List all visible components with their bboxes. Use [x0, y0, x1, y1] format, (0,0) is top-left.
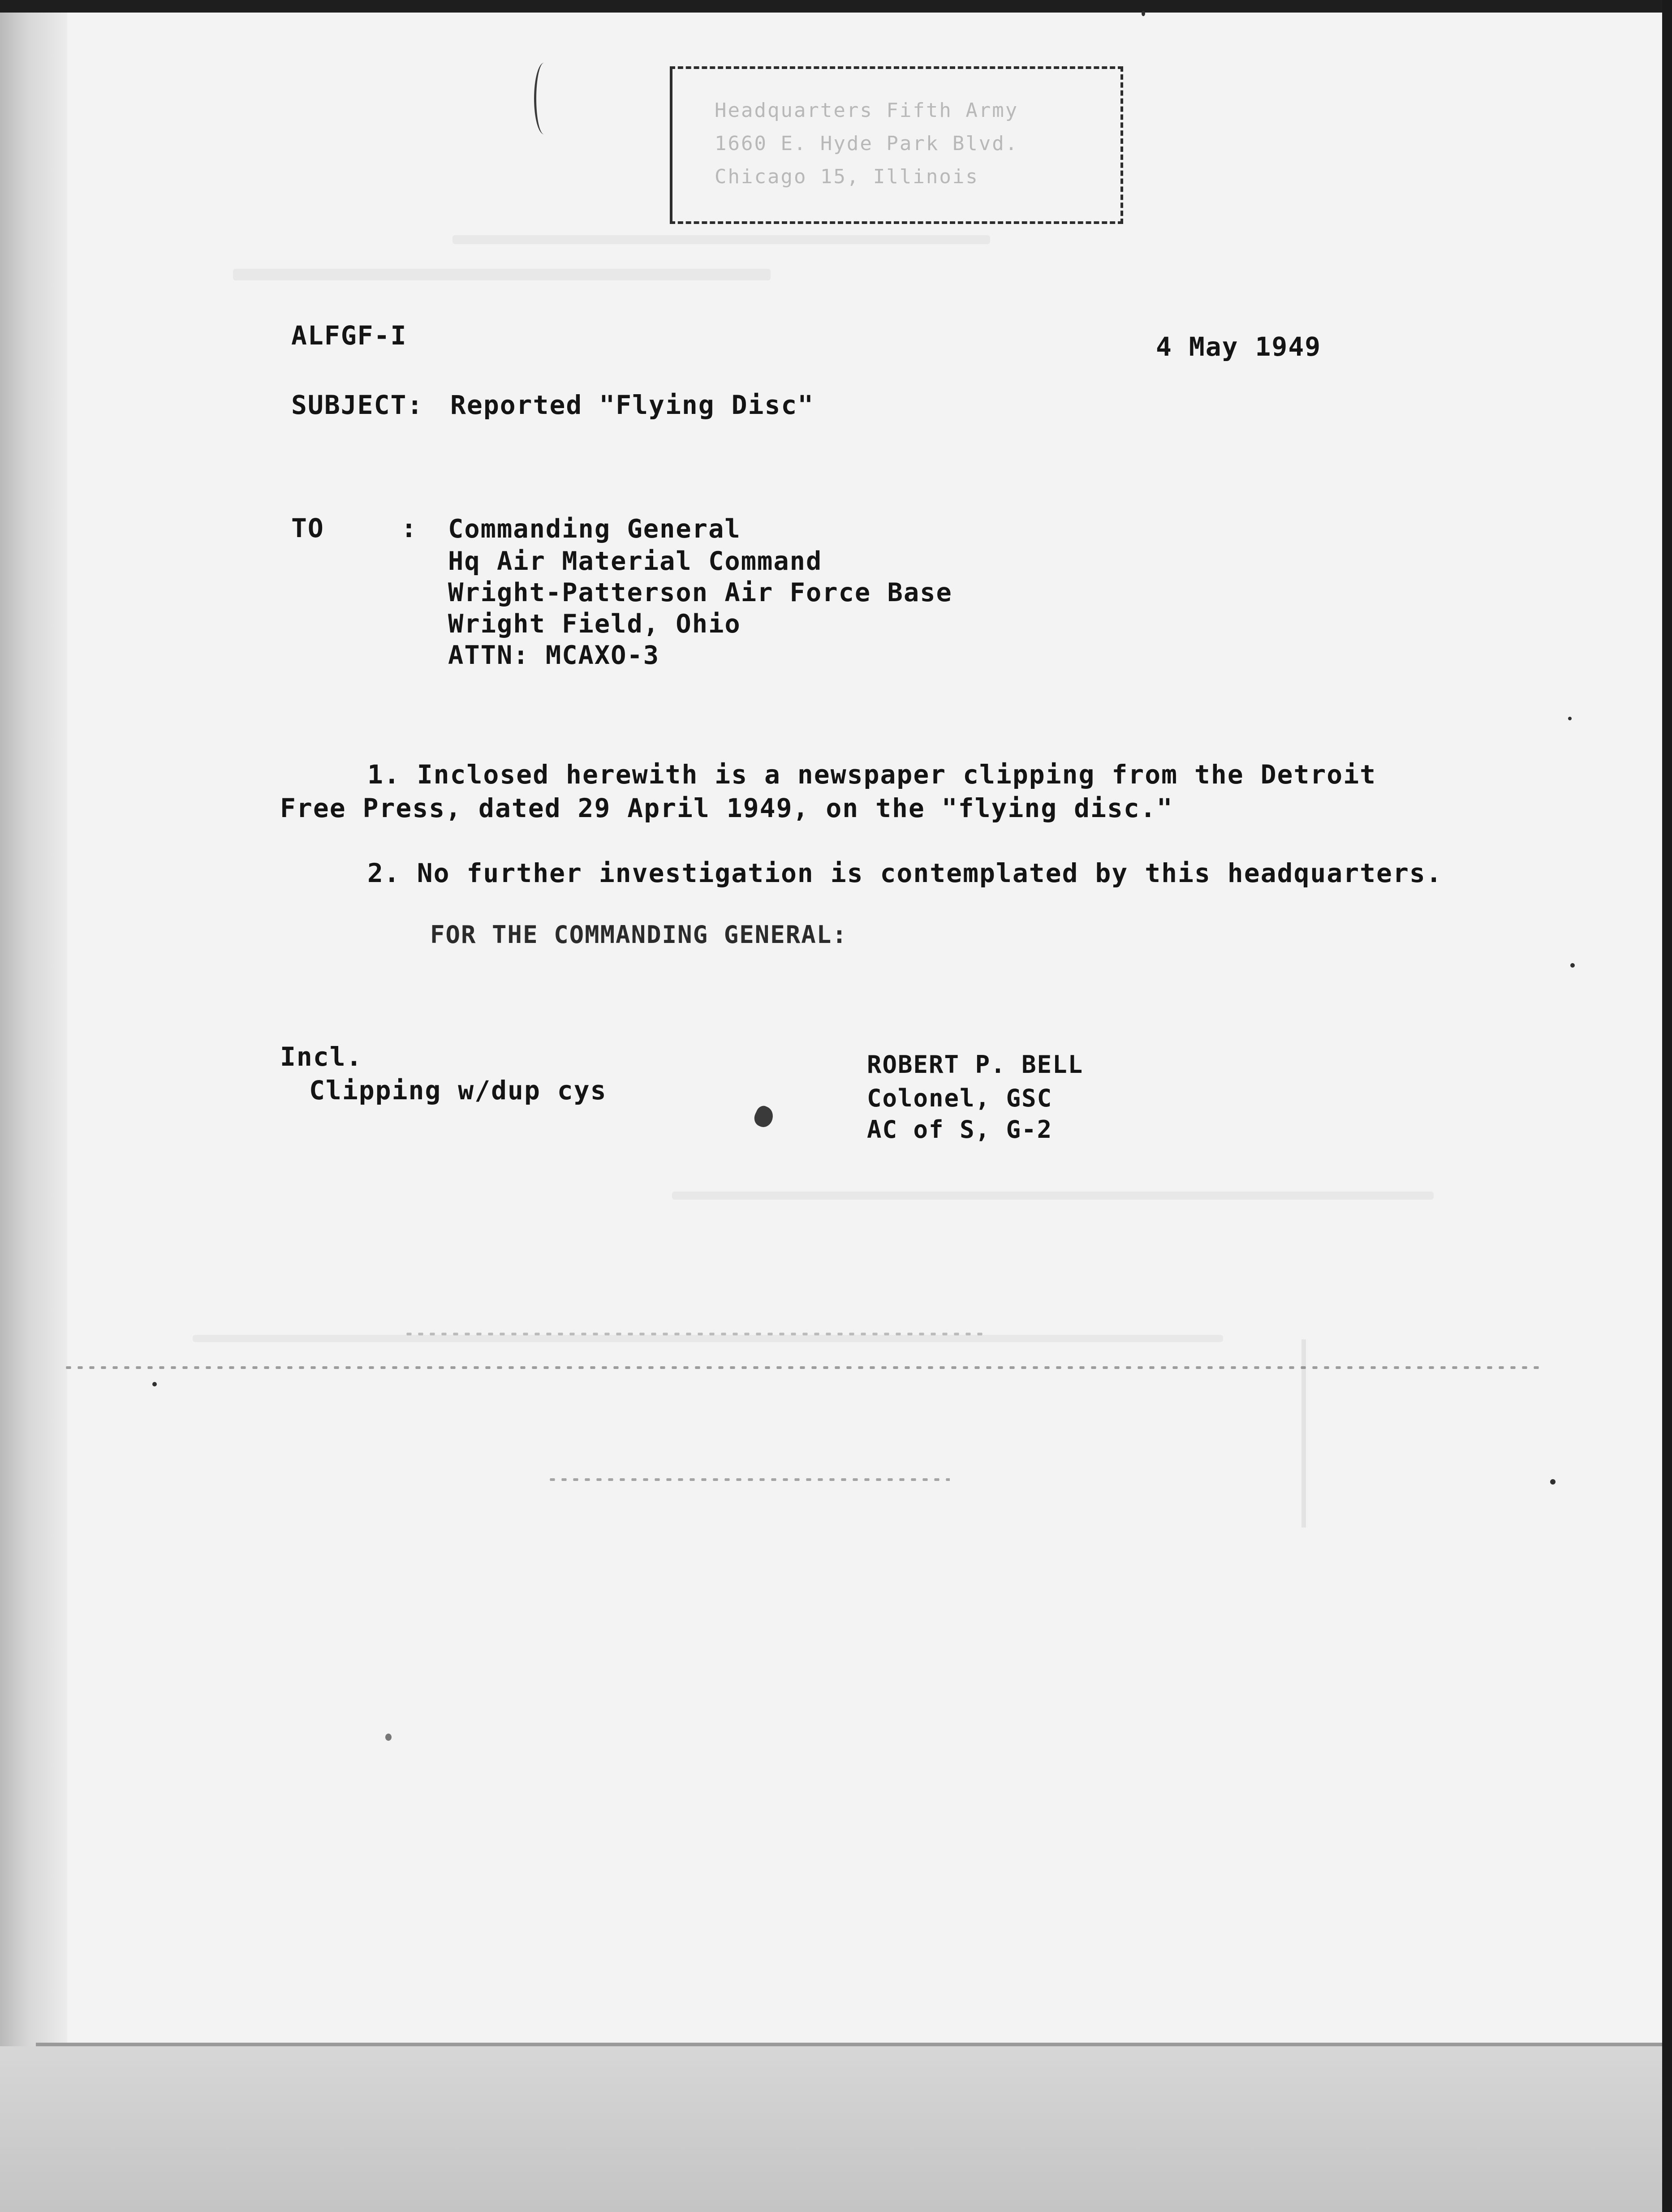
- paragraph-1-line-2: Free Press, dated 29 April 1949, on the "flying disc.": [280, 793, 1173, 823]
- headquarters-stamp: [715, 94, 1095, 194]
- stamp-line-1: Headquarters Fifth Army: [715, 99, 1019, 122]
- enclosure-label: Incl.: [280, 1041, 363, 1072]
- addressee-line: Hq Air Material Command: [448, 547, 823, 576]
- signer-rank: Colonel, GSC: [867, 1084, 1053, 1112]
- scan-speck: [1550, 1479, 1556, 1485]
- paragraph-1-line-1: 1. Inclosed herewith is a newspaper clipping from the Detroit: [367, 759, 1377, 790]
- office-symbol: ALFGF-I: [291, 320, 407, 351]
- enclosure-item: Clipping w/dup cys: [309, 1075, 607, 1106]
- signer-title: AC of S, G-2: [867, 1115, 1053, 1144]
- addressee-line: Commanding General: [448, 514, 741, 544]
- addressee-line: Wright-Patterson Air Force Base: [448, 578, 952, 607]
- subject-label: SUBJECT:: [291, 390, 424, 420]
- scan-speck: [385, 1734, 392, 1741]
- letter-date: 4 May 1949: [1156, 331, 1322, 362]
- bleed-through-mark: [193, 1335, 1223, 1342]
- paper-bottom-edge: [36, 2043, 1662, 2046]
- scan-top-border: [0, 0, 1672, 13]
- stamp-line-3: Chicago 15, Illinois: [715, 165, 979, 188]
- scan-speck: [1142, 11, 1145, 16]
- scan-noise-line: [547, 1478, 950, 1481]
- paper-sheet: [67, 13, 1662, 2046]
- subject-text: Reported "Flying Disc": [450, 390, 814, 420]
- pencil-mark: [534, 63, 554, 134]
- bleed-through-mark: [672, 1192, 1434, 1200]
- scan-right-border: [1662, 0, 1672, 2212]
- closing-line: FOR THE COMMANDING GENERAL:: [430, 921, 848, 949]
- attention-line: ATTN: MCAXO-3: [448, 641, 660, 670]
- bleed-through-mark: [452, 235, 990, 244]
- scan-noise-line: [403, 1333, 986, 1335]
- to-colon: :: [401, 513, 418, 543]
- addressee-line: Wright Field, Ohio: [448, 609, 741, 639]
- paragraph-2: 2. No further investigation is contemplated by this headquarters.: [367, 858, 1443, 888]
- to-label: TO: [291, 513, 324, 543]
- bleed-through-mark: [233, 269, 771, 280]
- signer-name: ROBERT P. BELL: [867, 1050, 1084, 1079]
- scan-left-shadow: [0, 0, 67, 2212]
- scan-bottom-margin: [0, 2046, 1662, 2212]
- stamp-line-2: 1660 E. Hyde Park Blvd.: [715, 132, 1019, 155]
- scan-speck: [1570, 963, 1575, 968]
- scan-speck: [152, 1382, 157, 1386]
- scan-speck: [1568, 717, 1572, 720]
- scan-noise-line: [63, 1366, 1541, 1369]
